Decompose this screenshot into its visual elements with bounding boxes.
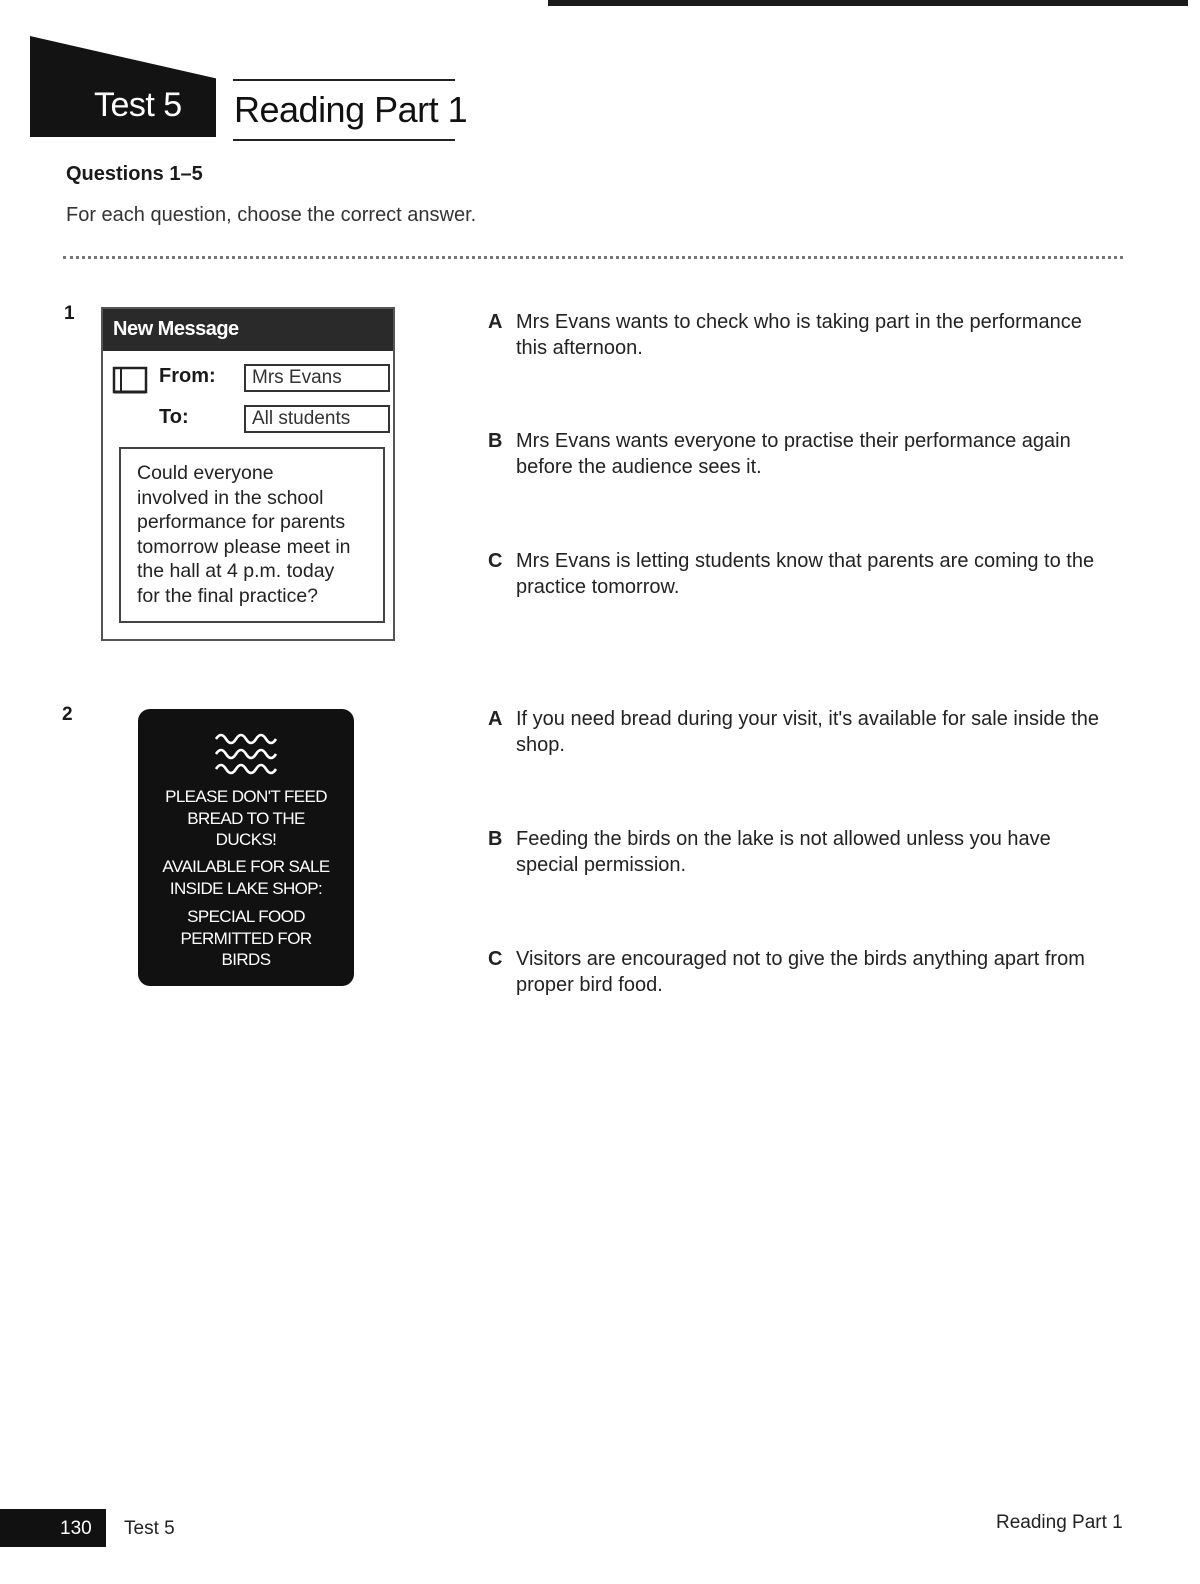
option-text: If you need bread during your visit, it's available for sale inside the shop. xyxy=(516,708,1100,756)
instruction: For each question, choose the correct answer. xyxy=(66,204,477,226)
option-letter: A xyxy=(488,708,503,730)
option-text: Mrs Evans is letting students know that parents are coming to the practice tomorrow. xyxy=(516,550,1095,598)
from-field: Mrs Evans xyxy=(244,364,390,392)
message-header xyxy=(103,309,393,351)
sign-line: PLEASE DON'T FEED xyxy=(165,787,327,806)
question-1-number: 1 xyxy=(64,303,75,324)
page-number: 130 xyxy=(60,1518,92,1539)
questions-heading: Questions 1–5 xyxy=(66,163,203,185)
option-letter: A xyxy=(488,311,503,333)
message-body-line: tomorrow please meet in xyxy=(137,535,351,558)
message-body-box xyxy=(119,447,385,623)
dotted-divider xyxy=(63,256,1123,259)
message-window xyxy=(101,307,395,641)
question-2-number: 2 xyxy=(62,704,73,725)
to-field: All students xyxy=(244,405,390,433)
footer-test-label: Test 5 xyxy=(124,1518,175,1539)
lake-sign xyxy=(138,709,354,986)
from-label: From: xyxy=(159,365,216,387)
option-text: Mrs Evans wants to check who is taking part in the performance this afternoon. xyxy=(516,311,1082,359)
message-body-line: for the final practice? xyxy=(137,584,319,607)
message-body-line: Could everyone xyxy=(137,462,274,484)
option-letter: C xyxy=(488,948,503,970)
option-letter: C xyxy=(488,550,503,572)
sign-text-special-food xyxy=(138,906,354,971)
test-label: Test 5 xyxy=(94,86,182,124)
part-title: Reading Part 1 xyxy=(234,89,468,130)
option-letter: B xyxy=(488,828,503,850)
message-body-line: the hall at 4 p.m. today xyxy=(137,560,335,583)
message-body-line: performance for parents xyxy=(137,511,346,534)
sign-line: INSIDE LAKE SHOP: xyxy=(169,878,323,898)
sign-line: DUCKS! xyxy=(215,830,277,849)
sign-line: SPECIAL FOOD xyxy=(187,907,305,926)
sign-line: BIRDS xyxy=(221,950,271,969)
sign-line: BREAD TO THE xyxy=(187,808,305,828)
message-body-line: involved in the school xyxy=(137,486,324,509)
sign-text-feed-warning xyxy=(138,786,354,851)
part-title-box xyxy=(233,79,468,141)
option-text: Feeding the birds on the lake is not allowed unless you have special permission. xyxy=(516,828,1051,876)
sign-line: PERMITTED FOR xyxy=(180,928,312,948)
water-waves-icon xyxy=(212,727,282,775)
message-body xyxy=(137,461,377,609)
sign-text-available xyxy=(138,856,354,899)
option-letter: B xyxy=(488,430,503,452)
address-book-icon xyxy=(112,365,148,395)
option-text: Mrs Evans wants everyone to practise their performance again before the audience sees it. xyxy=(516,430,1071,478)
top-rule xyxy=(548,0,1188,6)
option-text: Visitors are encouraged not to give the birds anything apart from proper bird food. xyxy=(516,948,1085,996)
message-header-label: New Message xyxy=(113,318,239,340)
footer-section-label: Reading Part 1 xyxy=(996,1512,1123,1533)
to-label: To: xyxy=(159,406,189,428)
sign-line: AVAILABLE FOR SALE xyxy=(162,857,330,876)
